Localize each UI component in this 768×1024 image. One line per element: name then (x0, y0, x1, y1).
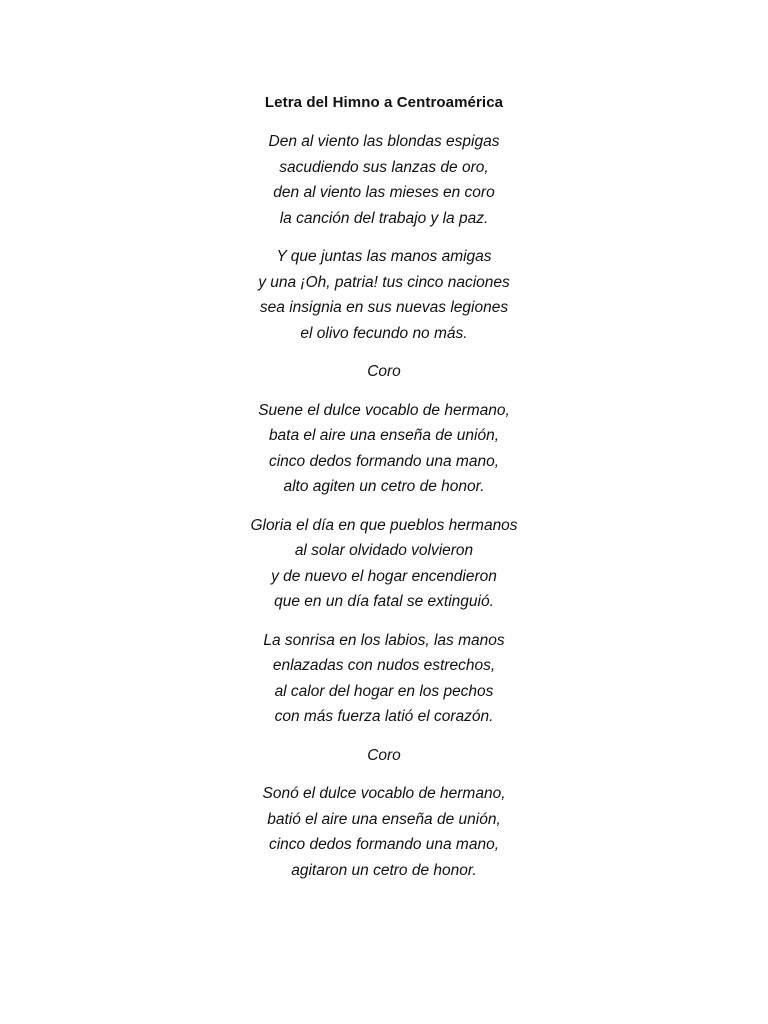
document-content (0, 91, 768, 883)
stanza-spacer (0, 385, 768, 398)
stanza-spacer (0, 231, 768, 244)
stanza-line: sea insignia en sus nuevas legiones (259, 299, 509, 316)
stanza-line: enlazadas con nudos estrechos, (272, 657, 496, 674)
stanza-line: agitaron un cetro de honor. (291, 861, 477, 879)
stanza-line: Y que juntas las manos amigas (276, 248, 492, 265)
stanza-line: al calor del hogar en los pechos (274, 682, 494, 700)
stanza-2 (0, 244, 768, 346)
stanza-line: batió el aire una enseña de unión, (267, 810, 501, 828)
stanza-line: Coro (367, 746, 401, 764)
chorus-label (0, 743, 768, 769)
stanza-line: la canción del trabajo y la paz. (279, 209, 489, 227)
stanza-line: el olivo fecundo no más. (300, 324, 468, 342)
stanza-spacer (0, 500, 768, 513)
stanza-line: alto agiten un cetro de honor. (283, 478, 485, 495)
stanza-spacer (0, 615, 768, 628)
stanza-5 (0, 628, 768, 730)
stanza-line: sacudiendo sus lanzas de oro, (279, 158, 489, 176)
stanza-6 (0, 781, 768, 883)
document-title: Letra del Himno a Centroamérica (264, 94, 504, 111)
stanza-line: La sonrisa en los labios, las manos (263, 631, 505, 649)
stanza-line: y una ¡Oh, patria! tus cinco naciones (258, 273, 510, 291)
stanza-line: con más fuerza latió el corazón. (274, 708, 494, 725)
stanza-line: den al viento las mieses en coro (273, 184, 495, 201)
stanza-line: Den al viento las blondas espigas (268, 133, 500, 150)
stanza-line: cinco dedos formando una mano, (268, 452, 500, 470)
title-spacer (0, 115, 768, 129)
stanza-line: que en un día fatal se extinguió. (274, 593, 494, 610)
stanza-line: cinco dedos formando una mano, (268, 836, 500, 853)
stanza-spacer (0, 346, 768, 359)
stanza-1 (0, 129, 768, 231)
chorus-label (0, 359, 768, 385)
stanza-3 (0, 398, 768, 500)
stanza-line: y de nuevo el hogar encendieron (271, 567, 497, 585)
stanza-line: Suene el dulce vocablo de hermano, (258, 401, 510, 419)
stanza-line: Sonó el dulce vocablo de hermano, (262, 785, 506, 802)
stanza-4 (0, 513, 768, 615)
stanza-line: Gloria el día en que pueblos hermanos (250, 516, 518, 534)
stanza-spacer (0, 730, 768, 743)
stanza-line: al solar olvidado volvieron (294, 542, 474, 559)
stanza-spacer (0, 768, 768, 781)
stanza-line: Coro (367, 363, 401, 380)
stanza-line: bata el aire una enseña de unión, (268, 427, 500, 444)
